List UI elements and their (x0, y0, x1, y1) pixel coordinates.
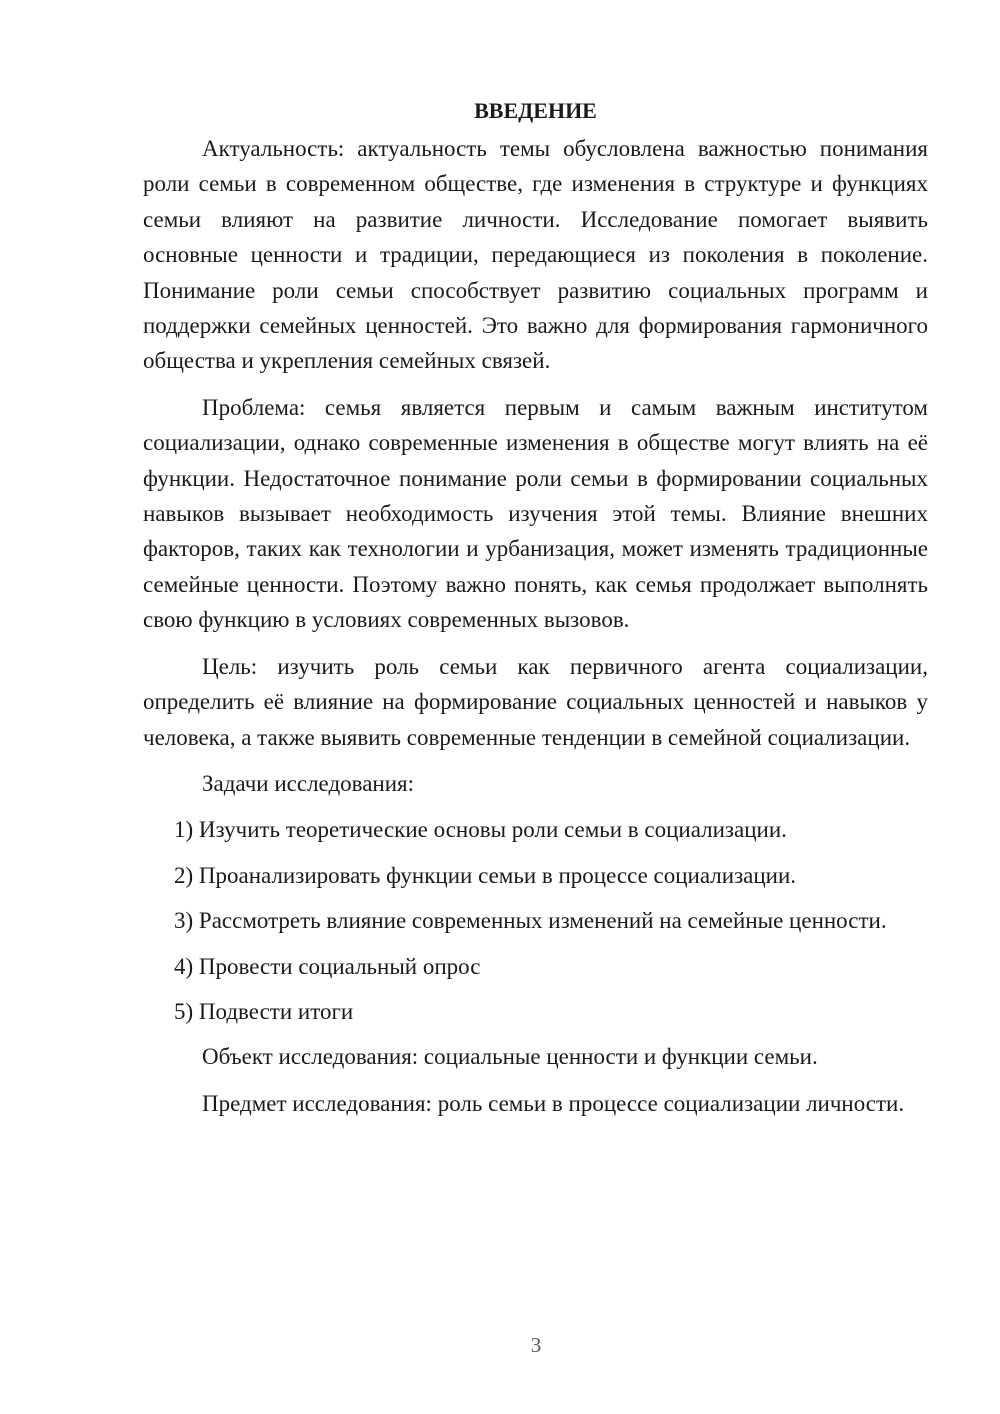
task-item: 1) Изучить теоретические основы роли семьи в социализации. (174, 817, 787, 843)
object-paragraph: Объект исследования: социальные ценности и функции семьи. (202, 1044, 818, 1070)
document-page (143, 95, 928, 1132)
section-heading: ВВЕДЕНИЕ (474, 98, 597, 123)
task-item: 2) Проанализировать функции семьи в процессе социализации. (174, 862, 797, 888)
goal-paragraph: Цель: изучить роль семьи как первичного агента социализации, определить её влияние на формирование социальных ценностей и навыков у человека, а также выявить современные тенденции в семейной социализации. (143, 653, 928, 750)
task-item: 4) Провести социальный опрос (174, 953, 481, 979)
subject-paragraph: Предмет исследования: роль семьи в процессе социализации личности. (202, 1090, 905, 1116)
relevance-paragraph: Актуальность: актуальность темы обусловлена важностью понимания роли семьи в современном обществе, где изменения в структуре и функциях семьи влияют на развитие личности. Исследование помогает выявить основные ценности и традиции, передающиеся из поколения в поколение. Понимание роли семьи способствует развитию социальных программ и поддержки семейных ценностей. Это важно для формирования гармоничного общества и укрепления семейных связей. (143, 136, 928, 374)
task-item: 3) Рассмотреть влияние современных изменений на семейные ценности. (174, 908, 887, 934)
problem-paragraph: Проблема: семья является первым и самым важным институтом социализации, однако современные изменения в обществе могут влиять на её функции. Недостаточное понимание роли семьи в формировании социальных навыков вызывает необходимость изучения этой темы. Влияние внешних факторов, таких как технологии и урбанизация, может изменять традиционные семейные ценности. Поэтому важно понять, как семья продолжает выполнять свою функцию в условиях современных вызовов. (143, 394, 928, 633)
task-item: 5) Подвести итоги (174, 998, 354, 1024)
page-number: 3 (530, 1333, 542, 1357)
tasks-intro: Задачи исследования: (202, 770, 415, 796)
